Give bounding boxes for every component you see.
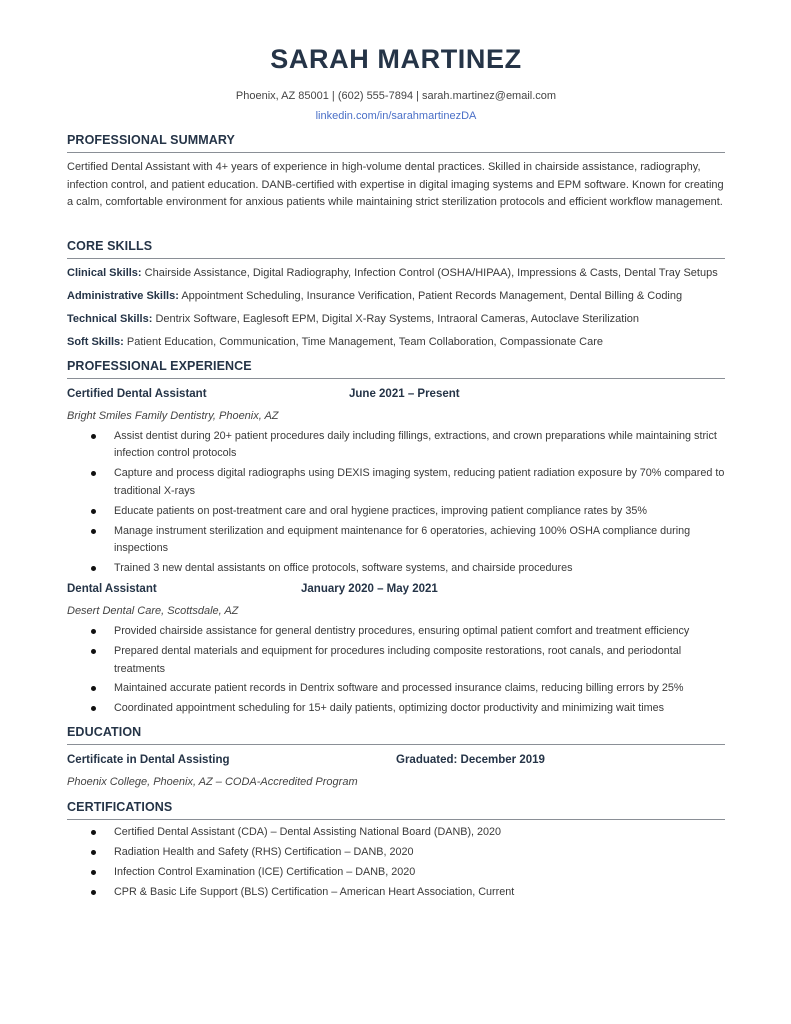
bullet-icon <box>91 509 96 514</box>
certification-item: CPR & Basic Life Support (BLS) Certification – American Heart Association, Current <box>67 884 725 901</box>
job-dates: January 2020 – May 2021 <box>301 583 438 596</box>
job-entry <box>67 388 725 577</box>
bullet-icon <box>91 686 96 691</box>
bullet-icon <box>91 566 96 571</box>
skill-line-technical <box>67 308 725 331</box>
degree-title: Certificate in Dental Assisting <box>67 754 230 766</box>
certifications-section <box>67 800 725 904</box>
skill-value: Chairside Assistance, Digital Radiography, Infection Control (OSHA/HIPAA), Impressions & Casts, Dental Tray Setups <box>141 267 718 279</box>
job-title: Certified Dental Assistant <box>67 388 207 400</box>
job-company: Bright Smiles Family Dentistry, Phoenix, AZ <box>67 410 279 422</box>
job-bullet: Manage instrument sterilization and equipment maintenance for 6 operatories, achieving 100% OSHA compliance during inspections <box>67 523 725 558</box>
contact-info: Phoenix, AZ 85001 | (602) 555-7894 | sarah.martinez@email.com <box>235 90 557 102</box>
summary-text: Certified Dental Assistant with 4+ years of experience in high-volume dental practices. Skilled in chairside assistance, radiography, infection control, and patient education. DANB-certified with expertise in digital imaging systems and EPM software. Known for creating a calm, comfortable environment for anxious patients while maintaining strict sterilization protocols and efficient workflow management. <box>67 161 724 209</box>
bullet-icon <box>91 434 96 439</box>
bullet-icon <box>91 890 96 895</box>
certification-item: Radiation Health and Safety (RHS) Certification – DANB, 2020 <box>67 844 725 861</box>
bullet-icon <box>91 471 96 476</box>
job-bullet: Coordinated appointment scheduling for 15+ daily patients, optimizing doctor productivity and minimizing wait times <box>67 700 725 717</box>
skill-label: Soft Skills: <box>67 336 124 348</box>
section-title-certifications: CERTIFICATIONS <box>67 800 725 820</box>
skill-value: Dentrix Software, Eaglesoft EPM, Digital X-Ray Systems, Intraoral Cameras, Autoclave Sterilization <box>152 313 640 325</box>
bullet-icon <box>91 529 96 534</box>
skill-label: Clinical Skills: <box>67 267 142 279</box>
bullet-icon <box>91 870 96 875</box>
skills-section <box>67 239 725 354</box>
skill-label: Technical Skills: <box>67 313 153 325</box>
skill-line-soft <box>67 331 725 354</box>
candidate-name: SARAH MARTINEZ <box>270 44 522 74</box>
school-name: Phoenix College, Phoenix, AZ – CODA-Accredited Program <box>67 776 358 788</box>
job-bullet: Capture and process digital radiographs using DEXIS imaging system, reducing patient radiation exposure by 70% compared to traditional X-rays <box>67 465 725 500</box>
job-bullet: Educate patients on post-treatment care and oral hygiene practices, improving patient compliance rates by 35% <box>67 503 725 520</box>
job-bullet: Provided chairside assistance for general dentistry procedures, ensuring optimal patient comfort and treatment efficiency <box>67 623 725 640</box>
bullet-icon <box>91 649 96 654</box>
education-section <box>67 725 725 794</box>
job-company: Desert Dental Care, Scottsdale, AZ <box>67 605 239 618</box>
skill-value: Patient Education, Communication, Time Management, Team Collaboration, Compassionate Care <box>123 336 603 348</box>
job-bullet: Maintained accurate patient records in Dentrix software and processed insurance claims, reducing billing errors by 25% <box>67 680 725 697</box>
skill-line-administrative <box>67 285 725 308</box>
experience-section <box>67 359 725 720</box>
job-bullet: Trained 3 new dental assistants on office protocols, software systems, and chairside procedures <box>67 560 725 577</box>
certification-item: Infection Control Examination (ICE) Certification – DANB, 2020 <box>67 864 725 881</box>
graduation-date: Graduated: December 2019 <box>396 754 545 766</box>
certification-item: Certified Dental Assistant (CDA) – Dental Assisting National Board (DANB), 2020 <box>67 824 725 841</box>
linkedin-link[interactable]: linkedin.com/in/sarahmartinezDA <box>315 110 477 122</box>
skill-label: Administrative Skills: <box>67 290 179 302</box>
job-bullet: Assist dentist during 20+ patient procedures daily including fillings, extractions, and crown preparations while maintaining strict infection control protocols <box>67 428 725 463</box>
skill-value: Appointment Scheduling, Insurance Verification, Patient Records Management, Dental Billing & Coding <box>178 290 683 302</box>
job-title: Dental Assistant <box>67 583 157 596</box>
section-title-education: EDUCATION <box>67 725 725 745</box>
skill-line-clinical <box>67 262 725 285</box>
bullet-icon <box>91 629 96 634</box>
section-title-experience: PROFESSIONAL EXPERIENCE <box>67 359 725 379</box>
job-bullet: Prepared dental materials and equipment for procedures including composite restorations, root canals, and periodontal treatments <box>67 643 725 678</box>
bullet-icon <box>91 830 96 835</box>
bullet-icon <box>91 706 96 711</box>
section-title-skills: CORE SKILLS <box>67 239 725 259</box>
summary-section <box>67 133 725 212</box>
job-entry <box>67 583 725 718</box>
bullet-icon <box>91 850 96 855</box>
job-dates: June 2021 – Present <box>349 388 460 400</box>
section-title-summary: PROFESSIONAL SUMMARY <box>67 133 725 153</box>
